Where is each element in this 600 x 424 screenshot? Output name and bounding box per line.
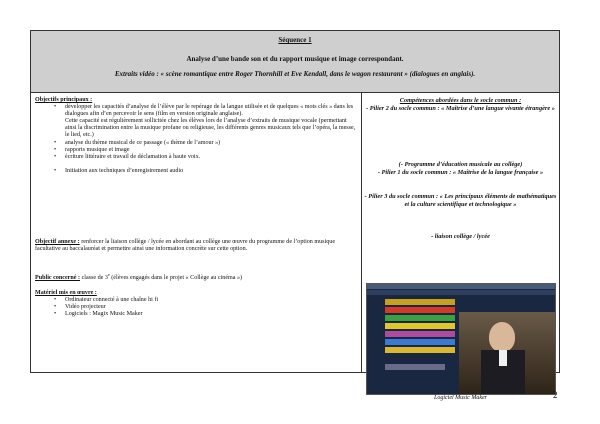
left-column [31,93,362,372]
public-block [35,271,357,282]
lesson-table [30,30,560,401]
public-text-after: (élèves engagés dans le projet « Collège au cinéma ») [109,275,243,282]
screenshot-caption: Logiciel Music Maker [434,395,487,401]
annex-label: Objectif annexe : [35,239,80,245]
objectives-block [35,97,357,175]
sequence-subtitle: Analyse d’une bande son et du rapport musique et image correspondant. [186,55,404,63]
page-number: 2 [553,390,558,400]
music-maker-screenshot [366,283,556,395]
public-text-before: classe de 3 [81,275,108,282]
video-extracts: Extraits vidéo : « scène romantique entre Roger Thornhill et Eve Kendall, dans le wagon restaurant » (dialogues en anglais). [114,70,476,78]
objectives-label: Objectifs principaux : [35,97,93,103]
annex-block [35,239,357,253]
pilier-3: - Pilier 3 du socle commun : « Les principaux éléments de mathématiques et la culture scientifique et technologique » [364,193,557,208]
objective-item: • analyse du thème musical de ce passage (« thème de l’amour ») [65,140,357,147]
objective-item: • écriture littéraire et travail de déclamation à haute voix. [65,154,357,161]
pilier-1: - Pilier 1 du socle commun : « Maîtrise de la langue française » [377,169,544,176]
material-item: • Vidéo projecteur [65,304,357,311]
objective-item: • développer les capacités d’analyse de l’élève par le repérage de la langue utilisée et de quelques « mots clés » dans les dialogues afin d’en percevoir le sens (film en version originale anglaise). [65,104,357,118]
objective-continuation: Cette capacité est régulièrement sollicitée chez les élèves lors de l’analyse d’extraits de musique vocale (permettant ainsi la discrimination entre la musique profane ou religieuse, les différents genres musicaux tels que l’opéra, la messe, le lied, etc.) [65,118,356,139]
right-column [362,93,559,401]
pilier-2: - Pilier 2 du socle commun : « Maîtrise d’une langue vivante étrangère » [366,105,555,112]
material-label: Matériel mis en œuvre : [35,290,97,296]
objective-item: • rapports musique et image [65,147,357,154]
material-block [35,290,357,318]
competences-title: Compétences abordées dans le socle commun : [399,97,522,104]
annex-text: renforcer la liaison collège / lycée en abordant au collège une œuvre du programme de l’option musique facultative au baccalauréat et permettre ainsi une information concrète sur cette option. [35,239,336,253]
public-sup: e [107,272,110,277]
public-label: Public concerné : [35,275,81,282]
material-item: • Logiciels : Magix Music Maker [65,311,357,318]
film-still-image [459,312,555,394]
objective-item: • Initiation aux techniques d’enregistrement audio [65,168,357,175]
sequence-title: Séquence 1 [278,36,312,44]
liaison-line: - liaison collège / lycée [431,233,490,240]
table-header [31,31,559,93]
material-item: • Ordinateur connecté à une chaîne hi fi [65,297,357,304]
programme-line: (- Programme d’éducation musicale au collège) [398,161,523,168]
